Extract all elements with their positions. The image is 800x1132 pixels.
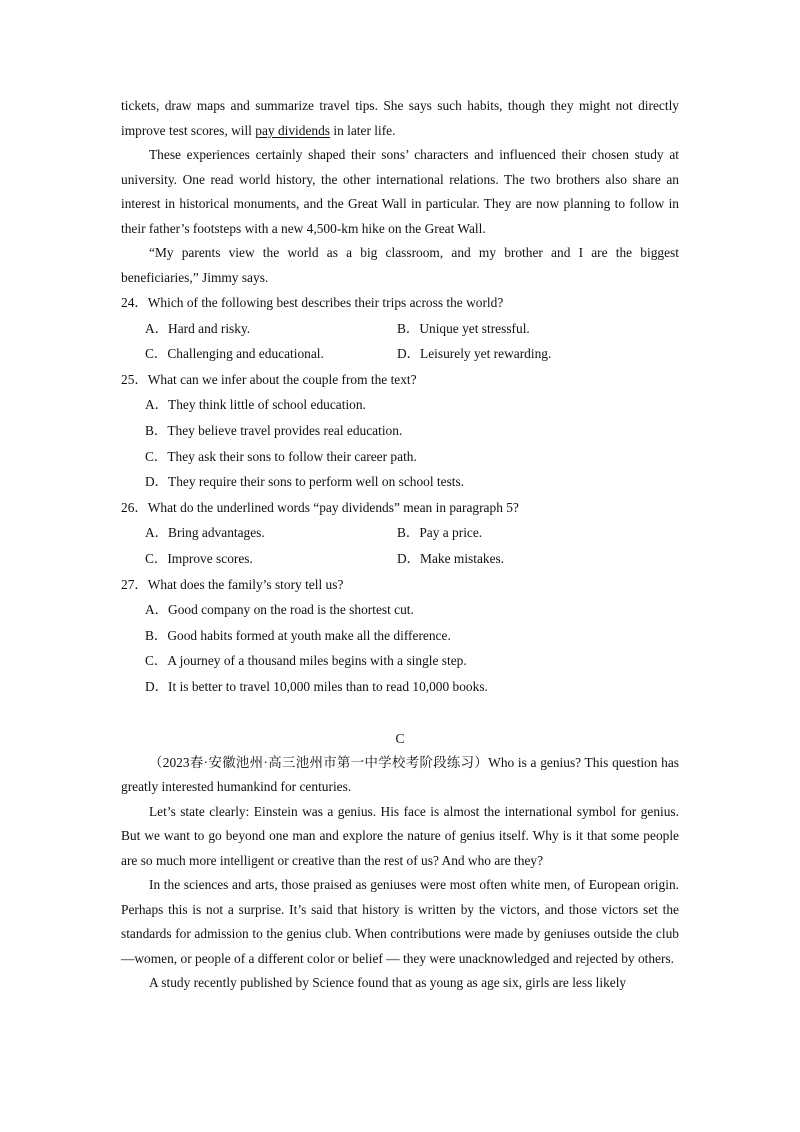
options	[121, 597, 679, 699]
option-a: A．Hard and risky.	[145, 320, 251, 336]
option-b: B．Pay a price.	[397, 525, 483, 541]
option-b: B．Good habits formed at youth make all the difference.	[145, 627, 451, 643]
option-c: C．Improve scores.	[145, 550, 253, 566]
option-c: C．Challenging and educational.	[145, 346, 324, 362]
options	[121, 520, 679, 571]
question-25	[121, 367, 679, 495]
passage-b-paragraph: “My parents view the world as a big classroom, and my brother and I are the biggest beneficiaries,” Jimmy says.	[121, 245, 679, 285]
passage-c-paragraph: In the sciences and arts, those praised as geniuses were most often white men, of European origin. Perhaps this is not a surprise. It’s said that history is written by the victors, and those victors set the standards for admission to the genius club. When contributions were made by geniuses outside the club—women, or people of a different color or belief — they were unacknowledged and rejected by others.	[121, 877, 679, 966]
passage-text: tickets, draw maps and summarize travel tips. She says such habits, though they might not directly improve test scores, will	[121, 98, 679, 138]
question-24	[121, 290, 679, 367]
option-c: C．A journey of a thousand miles begins with a single step.	[145, 653, 467, 669]
option-a: A．Good company on the road is the shortest cut.	[145, 602, 414, 618]
passage-text: in later life.	[330, 122, 396, 138]
question-26	[121, 495, 679, 572]
section-heading: C	[395, 730, 405, 746]
options	[121, 392, 679, 494]
option-a: A．They think little of school education.	[145, 397, 366, 413]
option-b: B．Unique yet stressful.	[397, 320, 530, 336]
passage-c-paragraph: A study recently published by Science found that as young as age six, girls are less likely	[149, 975, 627, 990]
option-c: C．They ask their sons to follow their career path.	[145, 448, 417, 464]
question-stem: 27．What does the family’s story tell us?	[121, 576, 344, 592]
question-stem: 25．What can we infer about the couple from the text?	[121, 371, 417, 387]
underlined-phrase: pay dividends	[255, 122, 331, 138]
options	[121, 316, 679, 367]
passage-b-paragraph	[121, 94, 679, 143]
question-27	[121, 572, 679, 700]
option-d: D．Make mistakes.	[397, 550, 505, 566]
passage-c-paragraph: （2023春·安徽池州·高三池州市第一中学校考阶段练习）Who is a genius? This question has greatly interested humankind for centuries.	[121, 754, 679, 794]
passage-b-paragraph: These experiences certainly shaped their sons’ characters and influenced their chosen study at university. One read world history, the other international relations. The two brothers also share an interest in historical monuments, and the Great Wall in particular. They are now planning to follow in their father’s footsteps with a new 4,500-km hike on the Great Wall.	[121, 147, 679, 236]
option-d: D．They require their sons to perform well on school tests.	[145, 474, 465, 490]
passage-c-paragraph: Let’s state clearly: Einstein was a genius. His face is almost the international symbol for genius. But we want to go beyond one man and explore the nature of genius itself. Why is it that some people are so much more intelligent or creative than the rest of us? And who are they?	[121, 803, 679, 868]
question-stem: 24．Which of the following best describes their trips across the world?	[121, 295, 504, 310]
question-stem: 26．What do the underlined words “pay dividends” mean in paragraph 5?	[121, 499, 519, 515]
option-a: A．Bring advantages.	[145, 525, 265, 541]
option-d: D．Leisurely yet rewarding.	[397, 346, 552, 362]
option-d: D．It is better to travel 10,000 miles than to read 10,000 books.	[145, 678, 488, 694]
page-content	[121, 94, 679, 996]
option-b: B．They believe travel provides real education.	[145, 422, 403, 438]
